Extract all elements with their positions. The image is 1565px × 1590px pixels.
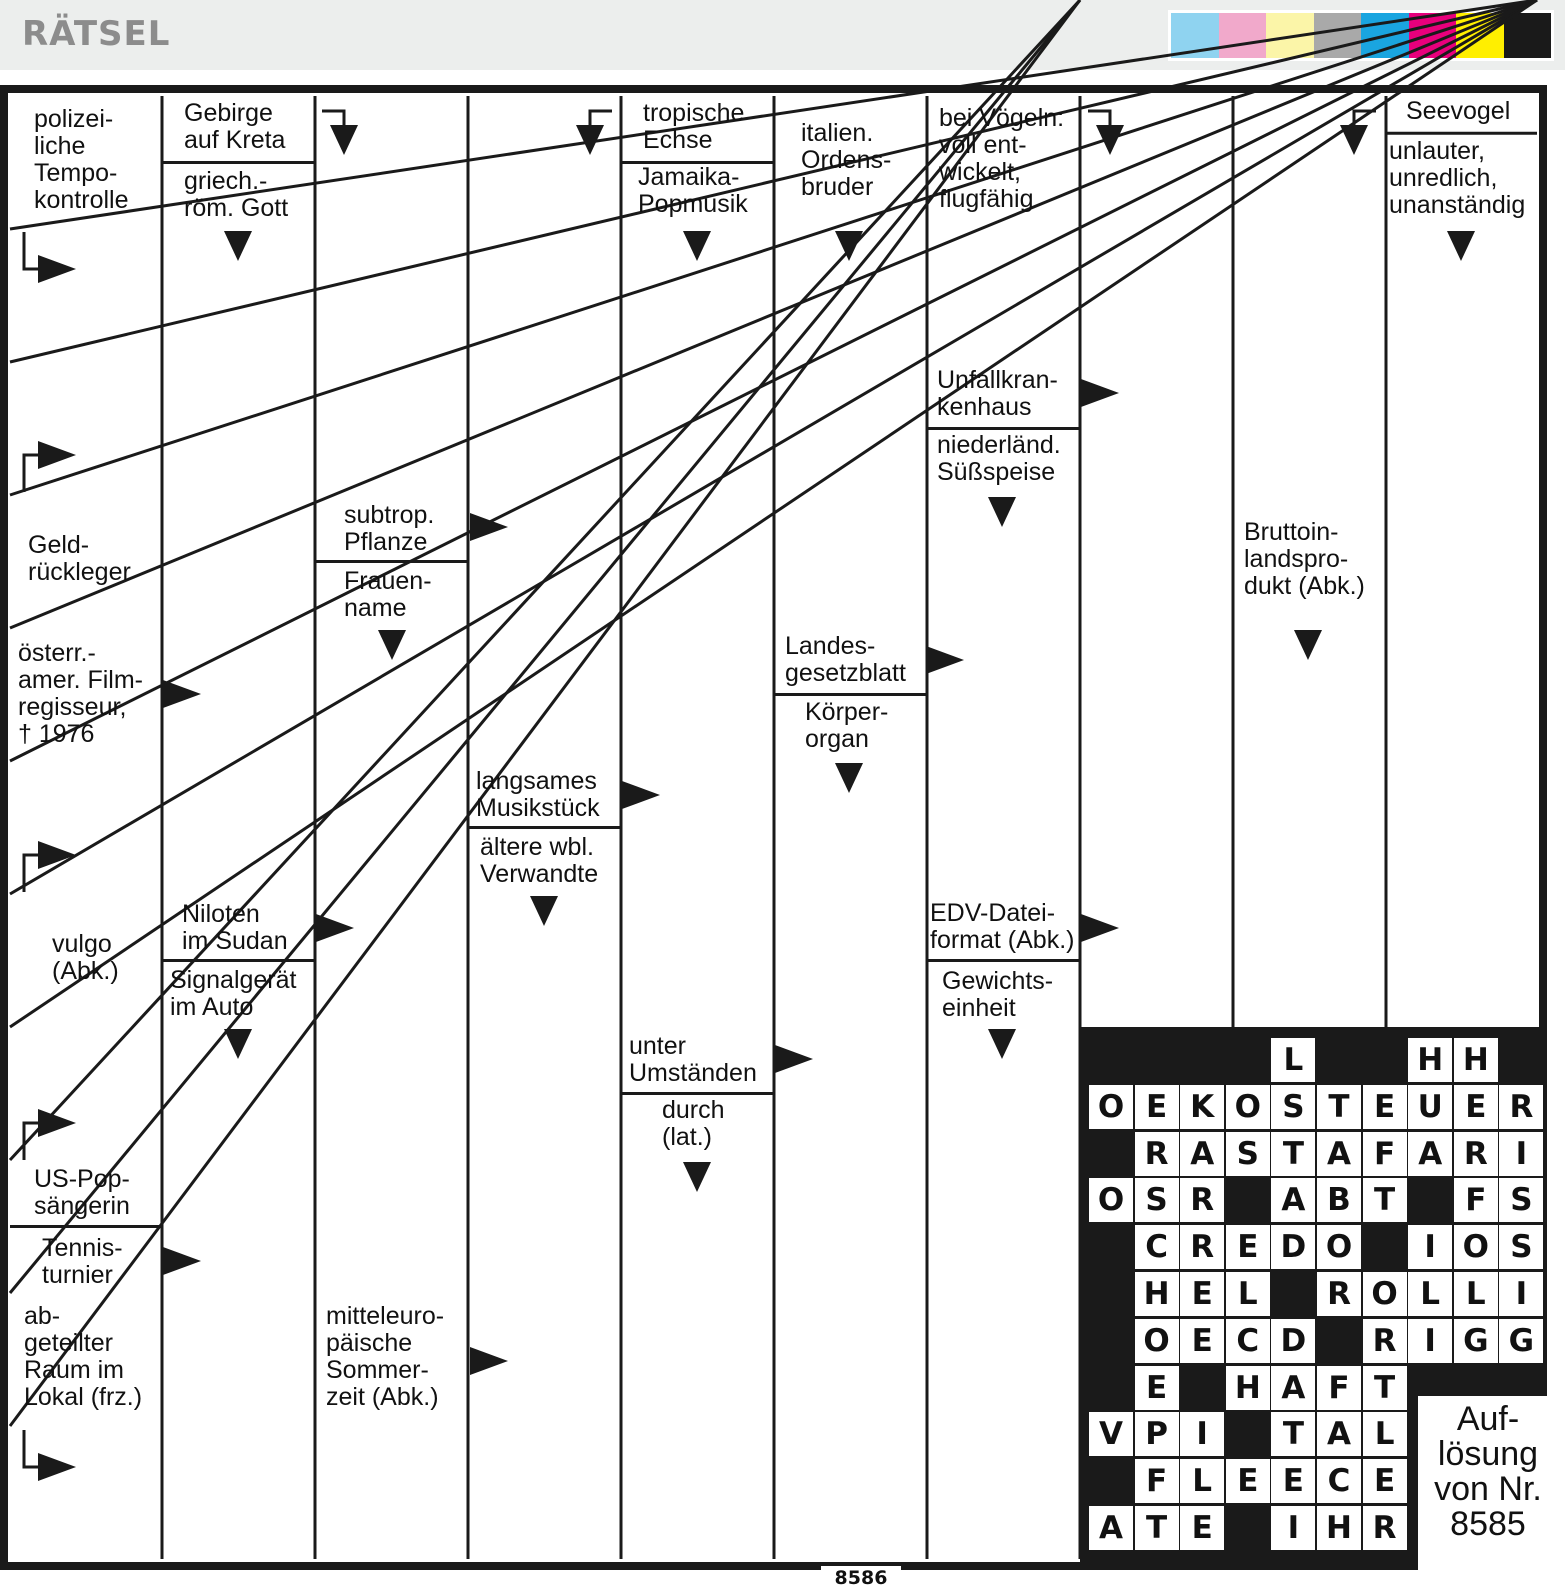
solution-cell: K xyxy=(1180,1085,1224,1129)
grid-line xyxy=(10,0,1080,1426)
solution-cell: R xyxy=(1454,1132,1498,1176)
solution-cell: E xyxy=(1363,1085,1407,1129)
clue-c3: griech.- röm. Gott xyxy=(184,167,289,222)
solution-cell: D xyxy=(1271,1225,1315,1269)
page-title: RÄTSEL xyxy=(22,14,171,54)
solution-cell: H xyxy=(1317,1506,1361,1550)
solution-cell: I xyxy=(1180,1412,1224,1456)
arrow-right-icon xyxy=(38,1109,76,1137)
solution-cell: E xyxy=(1454,1085,1498,1129)
clue-c5: Jamaika- Popmusik xyxy=(638,163,748,218)
arrow-down-icon xyxy=(1447,231,1475,261)
clue-c7: bei Vögeln: voll ent- wickelt, flugfähig xyxy=(939,104,1065,213)
clue-c25: Gewichts- einheit xyxy=(942,967,1054,1022)
arrow-down-icon xyxy=(988,497,1016,527)
clue-c14: Frauen- name xyxy=(344,567,432,622)
clue-c12: Geld- rückleger xyxy=(28,531,131,586)
clue-c31: mitteleuro- päische Sommer- zeit (Abk.) xyxy=(326,1302,445,1411)
solution-cell: E xyxy=(1363,1459,1407,1503)
solution-cell: L xyxy=(1454,1272,1498,1316)
solution-cell: O xyxy=(1089,1085,1133,1129)
solution-cell: H xyxy=(1454,1038,1498,1082)
solution-cell: O xyxy=(1089,1178,1133,1222)
solution-cell: P xyxy=(1135,1412,1179,1456)
clue-c18: Körper- organ xyxy=(805,698,889,753)
solution-cell: H xyxy=(1408,1038,1452,1082)
solution-cell: I xyxy=(1499,1132,1543,1176)
solution-cell: E xyxy=(1180,1272,1224,1316)
solution-cell: S xyxy=(1499,1178,1543,1222)
clue-c17: Landes- gesetzblatt xyxy=(785,632,906,687)
arrow-down-icon xyxy=(835,231,863,261)
solution-cell: E xyxy=(1226,1459,1270,1503)
arrow-right-icon xyxy=(470,1347,508,1375)
arrow-down-icon xyxy=(530,896,558,926)
solution-cell: G xyxy=(1454,1319,1498,1363)
solution-cell: R xyxy=(1180,1178,1224,1222)
solution-cell: S xyxy=(1271,1085,1315,1129)
clue-c1: polizei- liche Tempo- kontrolle xyxy=(34,105,129,214)
bent-arrow-line xyxy=(1354,111,1376,125)
arrow-right-icon xyxy=(38,255,76,283)
solution-cell: T xyxy=(1363,1178,1407,1222)
solution-cell: T xyxy=(1271,1132,1315,1176)
solution-cell: L xyxy=(1180,1459,1224,1503)
clue-c11: niederländ. Süßspeise xyxy=(937,431,1061,486)
clue-c29: Tennis- turnier xyxy=(42,1234,123,1289)
solution-cell: T xyxy=(1271,1412,1315,1456)
clue-c19: langsames Musikstück xyxy=(476,767,600,822)
solution-cell: R xyxy=(1180,1225,1224,1269)
solution-cell: R xyxy=(1363,1319,1407,1363)
solution-cell: S xyxy=(1226,1132,1270,1176)
arrow-down-icon xyxy=(1294,630,1322,660)
clue-c6: italien. Ordens- bruder xyxy=(801,119,892,201)
solution-cell: U xyxy=(1408,1085,1452,1129)
arrow-down-icon xyxy=(1340,125,1368,155)
solution-cell: A xyxy=(1271,1178,1315,1222)
solution-cell: R xyxy=(1135,1132,1179,1176)
clue-c16: österr.- amer. Film- regisseur, † 1976 xyxy=(18,639,143,748)
arrow-right-icon xyxy=(38,441,76,469)
arrow-right-icon xyxy=(622,781,660,809)
solution-cell: A xyxy=(1408,1132,1452,1176)
arrow-down-icon xyxy=(1096,125,1124,155)
solution-cell: F xyxy=(1135,1459,1179,1503)
grid-line xyxy=(10,0,1080,1293)
arrow-down-icon xyxy=(683,1162,711,1192)
clue-c21: vulgo (Abk.) xyxy=(52,930,119,985)
solution-cell: H xyxy=(1135,1272,1179,1316)
arrow-down-icon xyxy=(224,1029,252,1059)
solution-cell: O xyxy=(1363,1272,1407,1316)
solution-cell: I xyxy=(1408,1319,1452,1363)
clue-c4: tropische Echse xyxy=(643,99,745,154)
clue-c2: Gebirge auf Kreta xyxy=(184,99,286,154)
solution-cell: I xyxy=(1499,1272,1543,1316)
solution-cell: E xyxy=(1180,1319,1224,1363)
clue-c10: Unfallkran- kenhaus xyxy=(937,366,1058,421)
solution-cell: L xyxy=(1363,1412,1407,1456)
solution-cell: C xyxy=(1135,1225,1179,1269)
solution-cell: T xyxy=(1317,1085,1361,1129)
arrow-down-icon xyxy=(330,125,358,155)
clue-c24: EDV-Datei- format (Abk.) xyxy=(930,899,1075,954)
bent-arrow-line xyxy=(322,111,344,125)
clue-c26: unter Umständen xyxy=(629,1032,757,1087)
solution-cell: S xyxy=(1135,1178,1179,1222)
solution-cell: A xyxy=(1317,1412,1361,1456)
solution-cell: D xyxy=(1271,1319,1315,1363)
bent-arrow-line xyxy=(1088,111,1110,125)
solution-cell: G xyxy=(1499,1319,1543,1363)
solution-cell: C xyxy=(1317,1459,1361,1503)
clue-c22: Niloten im Sudan xyxy=(182,900,288,955)
solution-cell: A xyxy=(1089,1506,1133,1550)
puzzle-number: 8586 xyxy=(821,1566,901,1588)
solution-cell: R xyxy=(1363,1506,1407,1550)
solution-cell: A xyxy=(1180,1132,1224,1176)
solution-cell: E xyxy=(1226,1225,1270,1269)
solution-cell: A xyxy=(1271,1366,1315,1410)
solution-cell: C xyxy=(1226,1319,1270,1363)
solution-cell: T xyxy=(1135,1506,1179,1550)
solution-cell: L xyxy=(1408,1272,1452,1316)
arrow-right-icon xyxy=(926,646,964,674)
arrow-down-icon xyxy=(683,231,711,261)
arrow-right-icon xyxy=(1081,914,1119,942)
clue-c15: Bruttoin- landspro- dukt (Abk.) xyxy=(1244,518,1365,600)
solution-cell: L xyxy=(1271,1038,1315,1082)
solution-cell: R xyxy=(1317,1272,1361,1316)
clue-c9: unlauter, unredlich, unanständig xyxy=(1389,137,1526,219)
solution-cell: O xyxy=(1454,1225,1498,1269)
solution-caption: Auf- lösung von Nr. 8585 xyxy=(1418,1396,1558,1572)
solution-cell: F xyxy=(1363,1132,1407,1176)
bent-arrow-line xyxy=(24,855,38,892)
arrow-right-icon xyxy=(38,1453,76,1481)
clue-c8: Seevogel xyxy=(1406,97,1511,125)
solution-cell: T xyxy=(1363,1366,1407,1410)
solution-cell: F xyxy=(1454,1178,1498,1222)
clue-c28: US-Pop- sängerin xyxy=(34,1165,130,1220)
solution-cell: H xyxy=(1226,1366,1270,1410)
solution-cell: O xyxy=(1135,1319,1179,1363)
arrow-down-icon xyxy=(224,231,252,261)
bent-arrow-line xyxy=(24,1430,38,1467)
solution-cell: E xyxy=(1135,1366,1179,1410)
arrow-right-icon xyxy=(163,1247,201,1275)
arrow-down-icon xyxy=(988,1029,1016,1059)
arrow-right-icon xyxy=(1081,379,1119,407)
solution-cell: I xyxy=(1408,1225,1452,1269)
clue-c20: ältere wbl. Verwandte xyxy=(480,833,599,888)
arrow-right-icon xyxy=(775,1045,813,1073)
arrow-down-icon xyxy=(378,630,406,660)
clue-c27: durch (lat.) xyxy=(662,1096,725,1151)
solution-cell: L xyxy=(1226,1272,1270,1316)
solution-cell: E xyxy=(1271,1459,1315,1503)
bent-arrow-line xyxy=(590,111,612,125)
clue-c23: Signalgerät im Auto xyxy=(170,966,297,1021)
solution-cell: I xyxy=(1271,1506,1315,1550)
solution-cell: E xyxy=(1135,1085,1179,1129)
solution-cell: O xyxy=(1317,1225,1361,1269)
arrow-down-icon xyxy=(835,763,863,793)
solution-cell: A xyxy=(1317,1132,1361,1176)
solution-cell: B xyxy=(1317,1178,1361,1222)
clue-c30: ab- geteilter Raum im Lokal (frz.) xyxy=(24,1302,143,1411)
solution-cell: V xyxy=(1089,1412,1133,1456)
bent-arrow-line xyxy=(24,232,38,269)
solution-cell: O xyxy=(1226,1085,1270,1129)
clue-c13: subtrop. Pflanze xyxy=(344,501,435,556)
solution-cell: R xyxy=(1499,1085,1543,1129)
solution-cell: E xyxy=(1180,1506,1224,1550)
solution-cell: F xyxy=(1317,1366,1361,1410)
solution-cell: S xyxy=(1499,1225,1543,1269)
arrow-right-icon xyxy=(163,680,201,708)
arrow-right-icon xyxy=(316,914,354,942)
